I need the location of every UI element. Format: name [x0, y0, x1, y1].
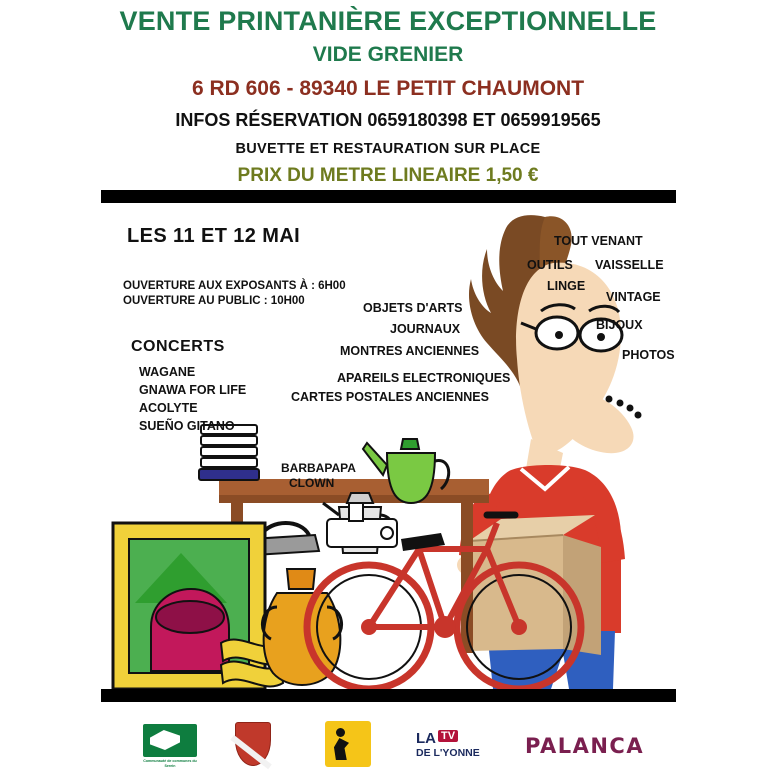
- flea-market-illustration: [101, 203, 676, 689]
- goods-item: LINGE: [547, 279, 586, 293]
- poster-header: [0, 0, 776, 187]
- logo-communaute-communes: [143, 724, 201, 770]
- logo-palanca: [525, 734, 644, 758]
- concert-item: SUEÑO GITANO: [139, 419, 235, 433]
- goods-item: OBJETS D'ARTS: [363, 301, 463, 315]
- page-title: VENTE PRINTANIÈRE EXCEPTIONNELLE: [119, 6, 657, 36]
- price-note: PRIX DU METRE LINEAIRE 1,50 €: [237, 165, 539, 186]
- attraction-item: CLOWN: [289, 476, 335, 490]
- comcom-mark-icon: [143, 724, 197, 757]
- concerts-title: CONCERTS: [131, 338, 225, 355]
- concert-item: ACOLYTE: [139, 401, 198, 415]
- illustration-panel: [101, 190, 676, 702]
- illustration-inner: [101, 203, 676, 689]
- tv-line1: LA: [416, 730, 436, 747]
- logo-blason: [235, 722, 275, 770]
- goods-item: VAISSELLE: [595, 258, 664, 272]
- goods-item: VINTAGE: [606, 290, 661, 304]
- tv-badge: TV: [438, 730, 458, 742]
- goods-item: CARTES POSTALES ANCIENNES: [291, 390, 489, 404]
- concert-item: WAGANE: [139, 365, 196, 379]
- tv-logo-top: [416, 730, 486, 748]
- logo-tv-yonne: [416, 730, 486, 762]
- goods-item: TOUT VENANT: [554, 234, 643, 248]
- goods-item: BIJOUX: [596, 318, 643, 332]
- palanca-wordmark: PALANCA: [525, 734, 645, 758]
- goods-item: PHOTOS: [622, 348, 675, 362]
- page-subtitle: VIDE GRENIER: [312, 43, 464, 66]
- concert-item: GNAWA FOR LIFE: [139, 383, 247, 397]
- event-address: 6 RD 606 - 89340 LE PETIT CHAUMONT: [191, 77, 585, 100]
- comcom-caption: Communauté de communes du Serein: [143, 759, 197, 769]
- goods-item: JOURNAUX: [390, 322, 461, 336]
- logo-association: [325, 721, 373, 771]
- dancer-icon: [325, 721, 371, 767]
- shield-bend: [230, 735, 272, 769]
- shield-icon: [235, 722, 271, 766]
- tv-line2: DE L'YONNE: [416, 747, 480, 759]
- opening-public: OUVERTURE AU PUBLIC : 10H00: [123, 295, 305, 307]
- goods-item: APAREILS ELECTRONIQUES: [337, 371, 511, 385]
- goods-item: MONTRES ANCIENNES: [340, 344, 480, 358]
- event-dates: LES 11 ET 12 MAI: [127, 225, 301, 247]
- buvette-note: BUVETTE ET RESTAURATION SUR PLACE: [235, 141, 541, 157]
- reservation-infos: INFOS RÉSERVATION 0659180398 ET 0659919565: [175, 110, 601, 130]
- sponsor-logo-row: [0, 714, 776, 776]
- attraction-item: BARBAPAPA: [281, 461, 356, 475]
- goods-item: OUTILS: [527, 258, 573, 272]
- opening-exposants: OUVERTURE AUX EXPOSANTS À : 6H00: [123, 280, 346, 292]
